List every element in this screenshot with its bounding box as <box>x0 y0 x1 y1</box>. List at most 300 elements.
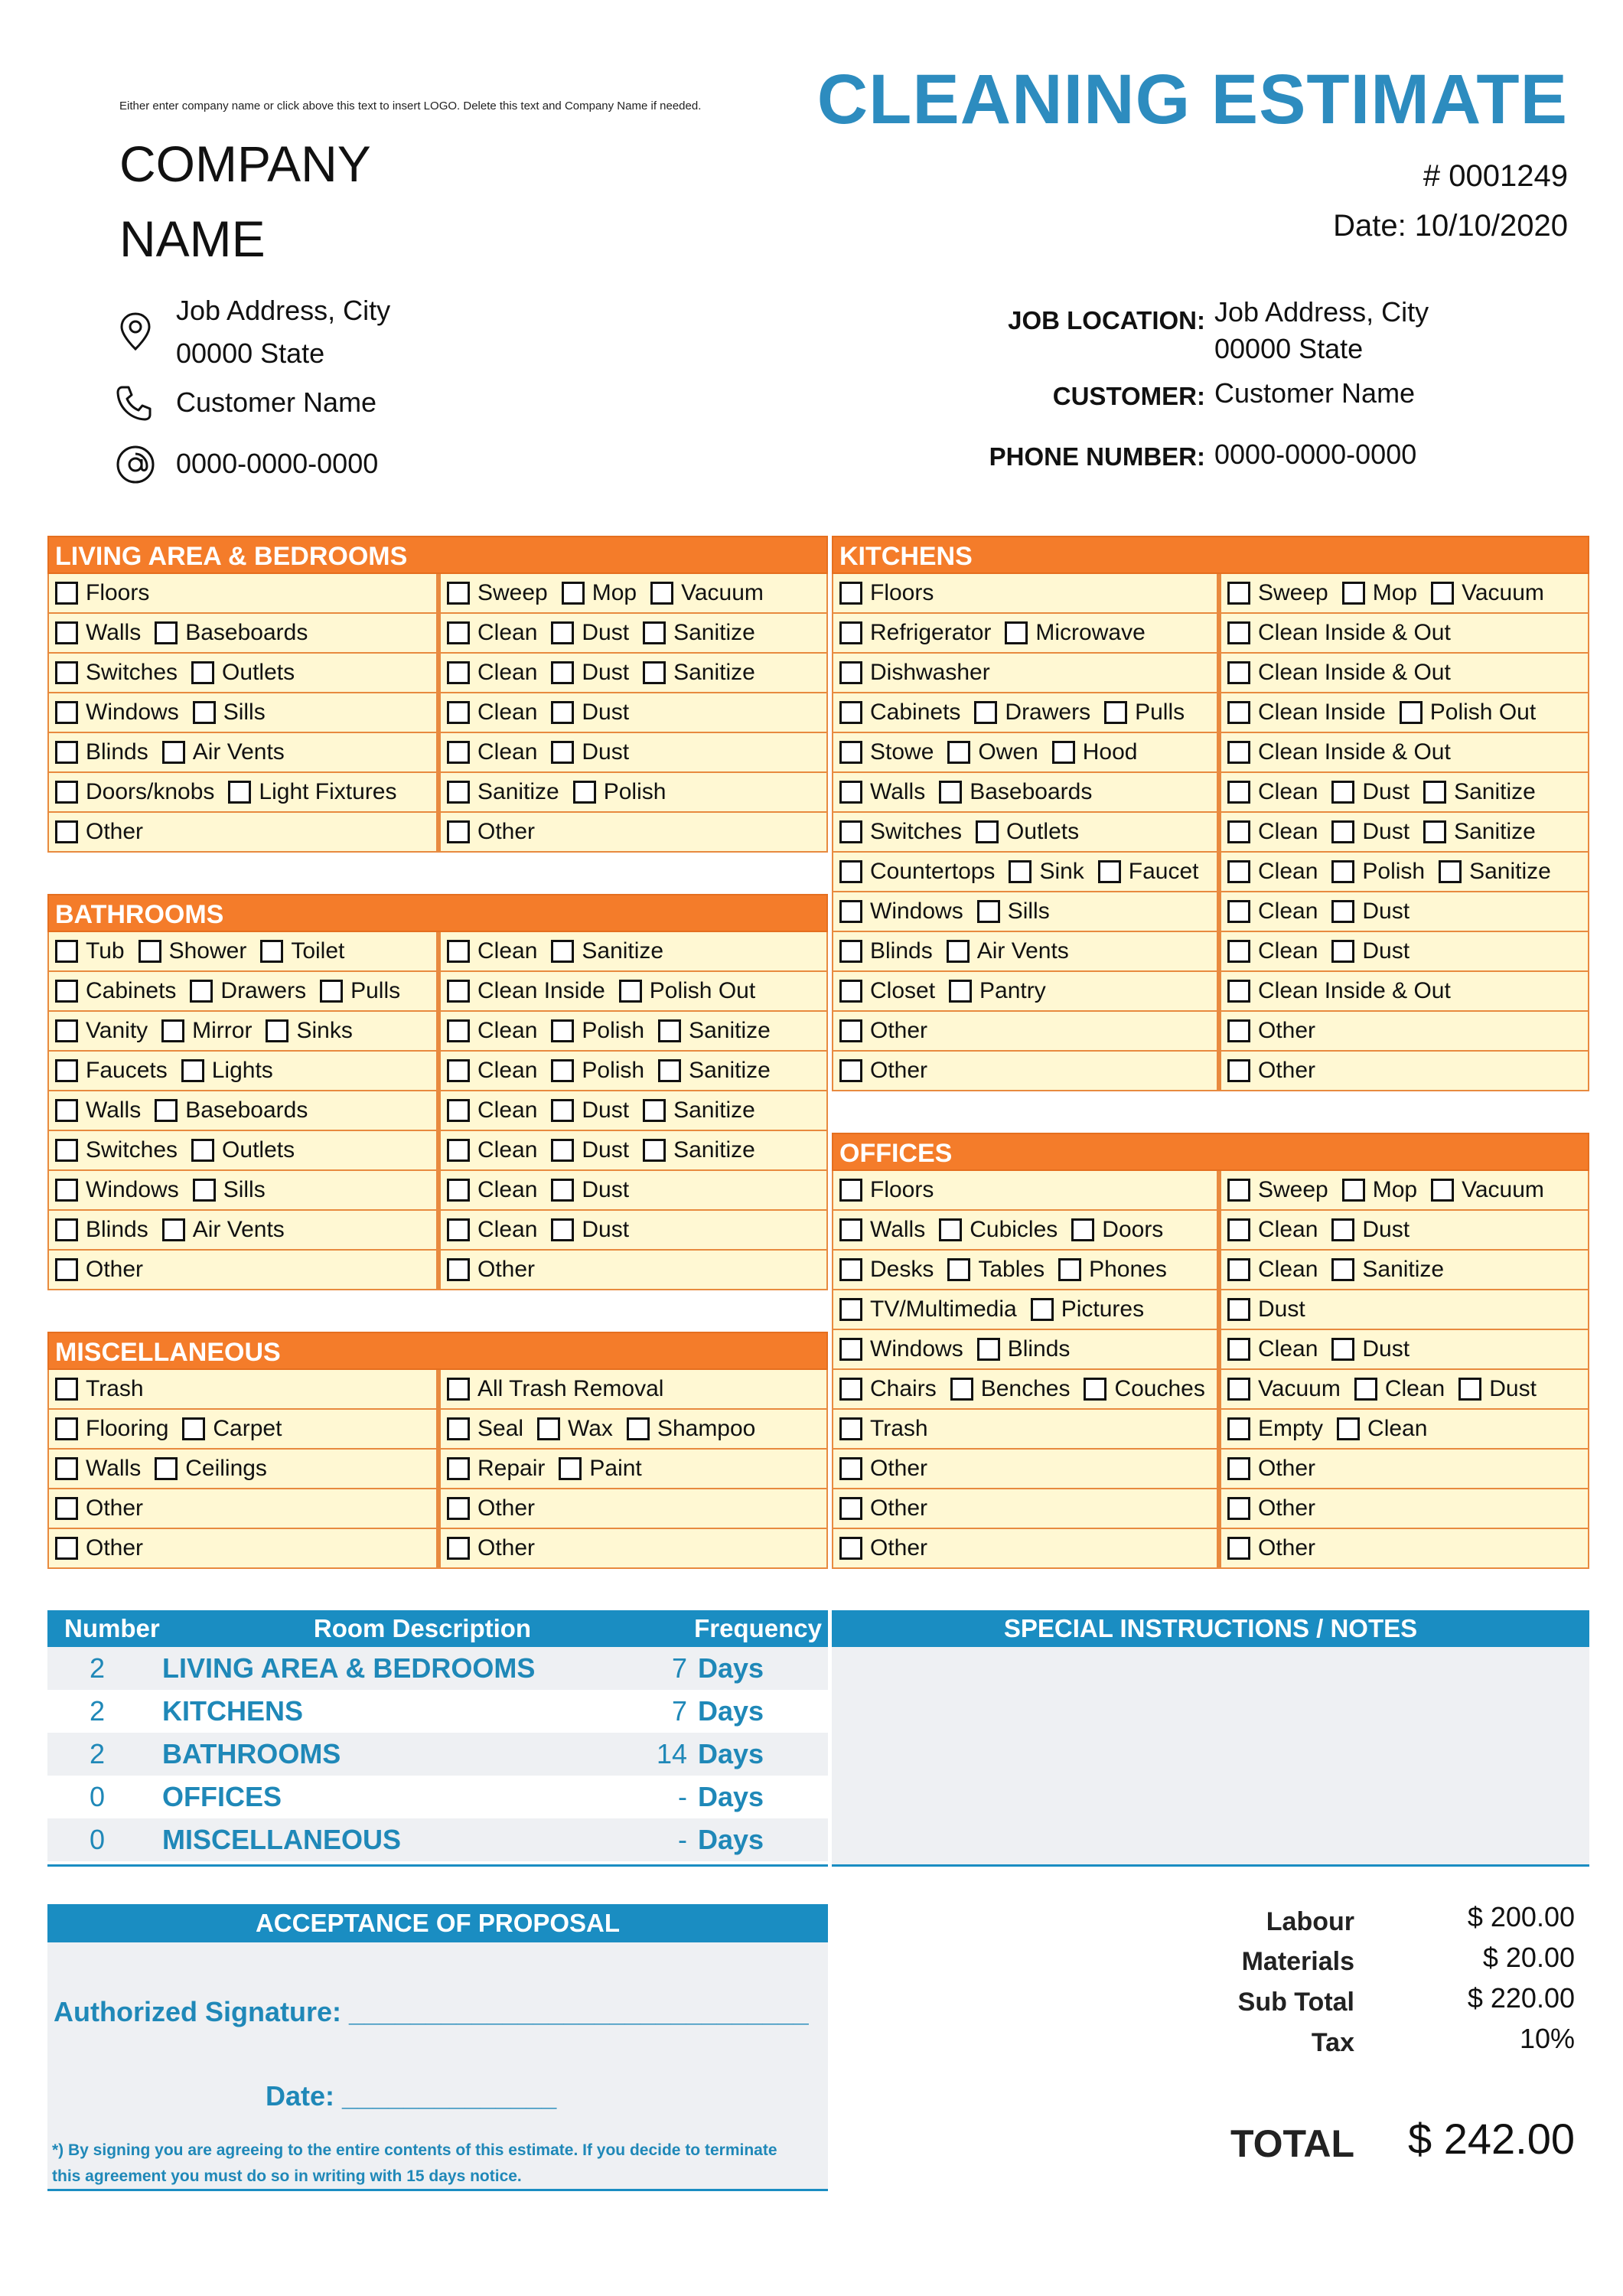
checklist-item[interactable] <box>1071 1217 1163 1243</box>
checkbox[interactable] <box>55 741 78 764</box>
checkbox[interactable] <box>55 621 78 644</box>
checklist-item[interactable] <box>55 1376 144 1402</box>
checklist-item[interactable] <box>447 1018 537 1044</box>
checklist-item[interactable] <box>191 1137 295 1163</box>
checkbox[interactable] <box>447 1139 470 1162</box>
checkbox[interactable] <box>139 940 161 963</box>
checklist-item[interactable] <box>839 859 995 885</box>
checklist-item[interactable] <box>1227 1376 1341 1402</box>
checklist-item[interactable] <box>1227 859 1318 885</box>
checklist-item[interactable] <box>55 1535 143 1561</box>
checkbox[interactable] <box>1331 900 1354 923</box>
checkbox[interactable] <box>551 701 574 724</box>
checkbox[interactable] <box>551 940 574 963</box>
checkbox[interactable] <box>1423 820 1446 843</box>
checklist-item[interactable] <box>559 1456 641 1482</box>
checkbox[interactable] <box>1331 1218 1354 1241</box>
checkbox[interactable] <box>193 701 216 724</box>
checkbox[interactable] <box>1098 860 1121 883</box>
checkbox[interactable] <box>1227 1537 1250 1560</box>
checkbox[interactable] <box>839 661 862 684</box>
checklist-item[interactable] <box>1354 1376 1445 1402</box>
checklist-item[interactable] <box>1227 1058 1315 1084</box>
checklist-item[interactable] <box>1227 1257 1318 1283</box>
checkbox[interactable] <box>839 701 862 724</box>
checklist-item[interactable] <box>1423 779 1536 805</box>
checklist-item[interactable] <box>1331 899 1410 925</box>
checkbox[interactable] <box>1331 940 1354 963</box>
checklist-item[interactable] <box>1005 620 1145 646</box>
checkbox[interactable] <box>55 1258 78 1281</box>
checklist-item[interactable] <box>55 819 143 845</box>
checklist-item[interactable] <box>1331 859 1425 885</box>
checklist-item[interactable] <box>447 1456 545 1482</box>
checkbox[interactable] <box>447 1417 470 1440</box>
checklist-item[interactable] <box>1227 938 1318 964</box>
checkbox[interactable] <box>447 1457 470 1480</box>
checkbox[interactable] <box>643 621 666 644</box>
checklist-item[interactable] <box>650 580 764 606</box>
date-field[interactable]: Date: ______________ <box>266 2080 557 2112</box>
checkbox[interactable] <box>619 980 642 1003</box>
checkbox[interactable] <box>55 781 78 804</box>
checklist-item[interactable] <box>839 938 933 964</box>
checklist-item[interactable] <box>839 779 925 805</box>
checklist-item[interactable] <box>947 1257 1045 1283</box>
checklist-item[interactable] <box>839 899 963 925</box>
checklist-item[interactable] <box>162 1217 285 1243</box>
checklist-item[interactable] <box>551 1018 644 1044</box>
checkbox[interactable] <box>839 1497 862 1520</box>
checkbox[interactable] <box>839 980 862 1003</box>
checklist-item[interactable] <box>839 1336 963 1362</box>
checkbox[interactable] <box>551 1059 574 1082</box>
checkbox[interactable] <box>1227 940 1250 963</box>
checklist-item[interactable] <box>447 580 548 606</box>
checkbox[interactable] <box>1227 1338 1250 1361</box>
checkbox[interactable] <box>1005 621 1028 644</box>
checkbox[interactable] <box>976 820 999 843</box>
checklist-item[interactable] <box>562 580 637 606</box>
checkbox[interactable] <box>839 621 862 644</box>
company-name[interactable] <box>119 126 502 276</box>
checkbox[interactable] <box>949 980 972 1003</box>
checkbox[interactable] <box>551 1139 574 1162</box>
checklist-item[interactable] <box>1331 1257 1444 1283</box>
checkbox[interactable] <box>947 741 970 764</box>
checklist-item[interactable] <box>839 580 934 606</box>
checkbox[interactable] <box>161 1019 184 1042</box>
checkbox[interactable] <box>839 1059 862 1082</box>
checkbox[interactable] <box>1423 781 1446 804</box>
checkbox[interactable] <box>447 940 470 963</box>
checkbox[interactable] <box>1227 980 1250 1003</box>
checkbox[interactable] <box>1227 1298 1250 1321</box>
checklist-item[interactable] <box>839 1177 934 1203</box>
checklist-item[interactable] <box>839 1535 927 1561</box>
checkbox[interactable] <box>977 1338 1000 1361</box>
checkbox[interactable] <box>55 980 78 1003</box>
checkbox[interactable] <box>1227 820 1250 843</box>
checklist-item[interactable] <box>1227 1296 1305 1322</box>
checklist-item[interactable] <box>193 700 266 726</box>
checklist-item[interactable] <box>1227 1217 1318 1243</box>
checklist-item[interactable] <box>260 938 344 964</box>
notes-input[interactable] <box>832 1647 1589 1864</box>
checklist-item[interactable] <box>1227 819 1318 845</box>
checkbox[interactable] <box>1009 860 1031 883</box>
checkbox[interactable] <box>1227 1378 1250 1401</box>
checklist-item[interactable] <box>658 1058 771 1084</box>
checklist-item[interactable] <box>839 660 990 686</box>
checkbox[interactable] <box>1071 1218 1094 1241</box>
checkbox[interactable] <box>1227 701 1250 724</box>
checkbox[interactable] <box>55 582 78 605</box>
checkbox[interactable] <box>1439 860 1462 883</box>
checklist-item[interactable] <box>949 978 1046 1004</box>
checklist-item[interactable] <box>839 1376 937 1402</box>
checkbox[interactable] <box>447 701 470 724</box>
checklist-item[interactable] <box>1458 1376 1537 1402</box>
checklist-item[interactable] <box>139 938 247 964</box>
checklist-item[interactable] <box>1227 1535 1315 1561</box>
checklist-item[interactable] <box>1098 859 1199 885</box>
checkbox[interactable] <box>55 1139 78 1162</box>
checklist-item[interactable] <box>551 1137 629 1163</box>
checkbox[interactable] <box>1342 1179 1365 1202</box>
checkbox[interactable] <box>839 1019 862 1042</box>
checklist-item[interactable] <box>155 1097 308 1124</box>
checkbox[interactable] <box>55 1457 78 1480</box>
checkbox[interactable] <box>447 1179 470 1202</box>
checkbox[interactable] <box>1227 781 1250 804</box>
checkbox[interactable] <box>228 781 251 804</box>
checkbox[interactable] <box>1331 1258 1354 1281</box>
checkbox[interactable] <box>1031 1298 1054 1321</box>
checklist-item[interactable] <box>839 1416 928 1442</box>
checkbox[interactable] <box>839 1537 862 1560</box>
checkbox[interactable] <box>1227 1059 1250 1082</box>
checklist-item[interactable] <box>839 1257 934 1283</box>
checklist-item[interactable] <box>55 739 148 765</box>
checkbox[interactable] <box>55 661 78 684</box>
checkbox[interactable] <box>947 940 970 963</box>
checkbox[interactable] <box>839 1298 862 1321</box>
checklist-item[interactable] <box>839 819 962 845</box>
checkbox[interactable] <box>839 1218 862 1241</box>
checkbox[interactable] <box>573 781 596 804</box>
checkbox[interactable] <box>55 820 78 843</box>
checklist-item[interactable] <box>551 1177 629 1203</box>
checkbox[interactable] <box>1227 1179 1250 1202</box>
checkbox[interactable] <box>839 1378 862 1401</box>
checkbox[interactable] <box>1227 1417 1250 1440</box>
checklist-item[interactable] <box>447 620 537 646</box>
checklist-item[interactable] <box>447 1137 537 1163</box>
checklist-item[interactable] <box>1227 1018 1315 1044</box>
checklist-item[interactable] <box>627 1416 755 1442</box>
checkbox[interactable] <box>650 582 673 605</box>
checklist-item[interactable] <box>55 978 176 1004</box>
checklist-item[interactable] <box>162 739 285 765</box>
checkbox[interactable] <box>1227 582 1250 605</box>
checkbox[interactable] <box>447 1537 470 1560</box>
checklist-item[interactable] <box>1031 1296 1144 1322</box>
checkbox[interactable] <box>191 661 214 684</box>
checklist-item[interactable] <box>1331 779 1410 805</box>
checkbox[interactable] <box>447 741 470 764</box>
checklist-item[interactable] <box>839 620 991 646</box>
checklist-item[interactable] <box>939 1217 1058 1243</box>
checkbox[interactable] <box>55 1179 78 1202</box>
checkbox[interactable] <box>939 1218 962 1241</box>
checkbox[interactable] <box>562 582 585 605</box>
checklist-item[interactable] <box>447 779 559 805</box>
checklist-item[interactable] <box>619 978 755 1004</box>
checklist-item[interactable] <box>939 779 1092 805</box>
checkbox[interactable] <box>55 940 78 963</box>
checklist-item[interactable] <box>551 660 629 686</box>
checkbox[interactable] <box>447 661 470 684</box>
checklist-item[interactable] <box>976 819 1079 845</box>
checklist-item[interactable] <box>839 978 935 1004</box>
checkbox[interactable] <box>839 860 862 883</box>
checklist-item[interactable] <box>1227 620 1451 646</box>
checkbox[interactable] <box>1227 900 1250 923</box>
checklist-item[interactable] <box>55 1018 148 1044</box>
checkbox[interactable] <box>977 900 1000 923</box>
checkbox[interactable] <box>1354 1378 1377 1401</box>
checkbox[interactable] <box>1104 701 1127 724</box>
checkbox[interactable] <box>447 1019 470 1042</box>
checkbox[interactable] <box>947 1258 970 1281</box>
checkbox[interactable] <box>1331 860 1354 883</box>
checklist-item[interactable] <box>447 1416 523 1442</box>
checkbox[interactable] <box>551 661 574 684</box>
checklist-item[interactable] <box>974 700 1090 726</box>
checkbox[interactable] <box>974 701 997 724</box>
checkbox[interactable] <box>155 1099 178 1122</box>
checklist-item[interactable] <box>55 1217 148 1243</box>
checkbox[interactable] <box>1084 1378 1106 1401</box>
checklist-item[interactable] <box>55 1456 141 1482</box>
checkbox[interactable] <box>1400 701 1423 724</box>
checklist-item[interactable] <box>1104 700 1185 726</box>
checkbox[interactable] <box>55 1497 78 1520</box>
checkbox[interactable] <box>551 1099 574 1122</box>
checkbox[interactable] <box>55 1099 78 1122</box>
checkbox[interactable] <box>447 621 470 644</box>
checklist-item[interactable] <box>447 700 537 726</box>
checklist-item[interactable] <box>55 779 214 805</box>
checklist-item[interactable] <box>1227 660 1451 686</box>
checklist-item[interactable] <box>1227 739 1451 765</box>
checkbox[interactable] <box>643 1099 666 1122</box>
checklist-item[interactable] <box>1052 739 1138 765</box>
checklist-item[interactable] <box>1227 1177 1328 1203</box>
checklist-item[interactable] <box>447 1058 537 1084</box>
checklist-item[interactable] <box>1227 580 1328 606</box>
checkbox[interactable] <box>643 661 666 684</box>
checkbox[interactable] <box>950 1378 973 1401</box>
checkbox[interactable] <box>1227 621 1250 644</box>
checkbox[interactable] <box>839 1417 862 1440</box>
checkbox[interactable] <box>447 1099 470 1122</box>
checklist-item[interactable] <box>1431 1177 1544 1203</box>
checklist-item[interactable] <box>658 1018 771 1044</box>
checklist-item[interactable] <box>643 660 755 686</box>
checklist-item[interactable] <box>839 1217 925 1243</box>
checklist-item[interactable] <box>447 1217 537 1243</box>
checklist-item[interactable] <box>191 660 295 686</box>
checklist-item[interactable] <box>55 620 141 646</box>
checkbox[interactable] <box>447 1218 470 1241</box>
checklist-item[interactable] <box>1342 1177 1417 1203</box>
checklist-item[interactable] <box>190 978 306 1004</box>
signature-field[interactable]: Authorized Signature: ______________________________ <box>54 1996 809 2027</box>
checkbox[interactable] <box>1458 1378 1481 1401</box>
checkbox[interactable] <box>190 980 213 1003</box>
checkbox[interactable] <box>551 741 574 764</box>
checklist-item[interactable] <box>551 1217 629 1243</box>
checklist-item[interactable] <box>55 1097 141 1124</box>
checkbox[interactable] <box>55 1537 78 1560</box>
checklist-item[interactable] <box>447 1535 535 1561</box>
checkbox[interactable] <box>162 1218 185 1241</box>
checklist-item[interactable] <box>55 938 125 964</box>
checkbox[interactable] <box>182 1417 205 1440</box>
checklist-item[interactable] <box>643 1097 755 1124</box>
checkbox[interactable] <box>1431 1179 1454 1202</box>
checkbox[interactable] <box>839 741 862 764</box>
checklist-item[interactable] <box>181 1058 273 1084</box>
checklist-item[interactable] <box>839 700 960 726</box>
checklist-item[interactable] <box>551 739 629 765</box>
checklist-item[interactable] <box>573 779 666 805</box>
checkbox[interactable] <box>551 1218 574 1241</box>
checkbox[interactable] <box>1227 860 1250 883</box>
checkbox[interactable] <box>55 1019 78 1042</box>
checkbox[interactable] <box>1331 1338 1354 1361</box>
checklist-item[interactable] <box>447 739 537 765</box>
checkbox[interactable] <box>839 820 862 843</box>
checklist-item[interactable] <box>1342 580 1417 606</box>
checklist-item[interactable] <box>643 620 755 646</box>
checklist-item[interactable] <box>55 700 179 726</box>
checkbox[interactable] <box>839 1179 862 1202</box>
checklist-item[interactable] <box>1227 1456 1315 1482</box>
checkbox[interactable] <box>1227 1497 1250 1520</box>
checklist-item[interactable] <box>447 1257 535 1283</box>
checkbox[interactable] <box>658 1059 681 1082</box>
checkbox[interactable] <box>551 1019 574 1042</box>
checklist-item[interactable] <box>1439 859 1551 885</box>
checklist-item[interactable] <box>839 1296 1017 1322</box>
checkbox[interactable] <box>1331 820 1354 843</box>
checkbox[interactable] <box>839 781 862 804</box>
checklist-item[interactable] <box>447 1097 537 1124</box>
checklist-item[interactable] <box>1331 1217 1410 1243</box>
checkbox[interactable] <box>551 1179 574 1202</box>
checkbox[interactable] <box>1342 582 1365 605</box>
checkbox[interactable] <box>55 1417 78 1440</box>
checkbox[interactable] <box>1337 1417 1360 1440</box>
checkbox[interactable] <box>537 1417 560 1440</box>
checkbox[interactable] <box>55 701 78 724</box>
checklist-item[interactable] <box>1227 700 1386 726</box>
checklist-item[interactable] <box>977 1336 1071 1362</box>
checklist-item[interactable] <box>551 938 663 964</box>
checkbox[interactable] <box>1331 781 1354 804</box>
checkbox[interactable] <box>155 621 178 644</box>
checklist-item[interactable] <box>447 819 535 845</box>
checklist-item[interactable] <box>447 1177 537 1203</box>
checkbox[interactable] <box>193 1179 216 1202</box>
checklist-item[interactable] <box>447 1495 535 1521</box>
checkbox[interactable] <box>55 1059 78 1082</box>
checkbox[interactable] <box>1227 661 1250 684</box>
checklist-item[interactable] <box>950 1376 1071 1402</box>
checkbox[interactable] <box>1227 1019 1250 1042</box>
checklist-item[interactable] <box>447 938 537 964</box>
checkbox[interactable] <box>839 1258 862 1281</box>
checklist-item[interactable] <box>551 700 629 726</box>
checkbox[interactable] <box>1227 1258 1250 1281</box>
checkbox[interactable] <box>55 1218 78 1241</box>
checklist-item[interactable] <box>1337 1416 1427 1442</box>
checklist-item[interactable] <box>55 1058 168 1084</box>
checkbox[interactable] <box>447 980 470 1003</box>
checklist-item[interactable] <box>947 938 1069 964</box>
checkbox[interactable] <box>627 1417 650 1440</box>
checklist-item[interactable] <box>1227 978 1451 1004</box>
checkbox[interactable] <box>1227 1218 1250 1241</box>
checklist-item[interactable] <box>1227 1416 1323 1442</box>
checklist-item[interactable] <box>1227 779 1318 805</box>
checkbox[interactable] <box>839 940 862 963</box>
checkbox[interactable] <box>181 1059 204 1082</box>
checklist-item[interactable] <box>55 1257 143 1283</box>
checkbox[interactable] <box>447 1258 470 1281</box>
checkbox[interactable] <box>447 1059 470 1082</box>
checklist-item[interactable] <box>447 1376 663 1402</box>
checkbox[interactable] <box>447 1497 470 1520</box>
checklist-item[interactable] <box>1431 580 1544 606</box>
checklist-item[interactable] <box>55 1177 179 1203</box>
checkbox[interactable] <box>839 582 862 605</box>
checkbox[interactable] <box>559 1457 582 1480</box>
checklist-item[interactable] <box>1331 1336 1410 1362</box>
checklist-item[interactable] <box>947 739 1038 765</box>
checklist-item[interactable] <box>1227 899 1318 925</box>
checklist-item[interactable] <box>839 1495 927 1521</box>
checkbox[interactable] <box>447 582 470 605</box>
checklist-item[interactable] <box>155 620 308 646</box>
checkbox[interactable] <box>658 1019 681 1042</box>
checklist-item[interactable] <box>1331 938 1410 964</box>
checkbox[interactable] <box>839 1457 862 1480</box>
checklist-item[interactable] <box>643 1137 755 1163</box>
checkbox[interactable] <box>1052 741 1075 764</box>
checkbox[interactable] <box>447 1378 470 1401</box>
checklist-item[interactable] <box>1058 1257 1167 1283</box>
checklist-item[interactable] <box>193 1177 266 1203</box>
checklist-item[interactable] <box>55 1495 143 1521</box>
checkbox[interactable] <box>447 781 470 804</box>
checklist-item[interactable] <box>1227 1495 1315 1521</box>
checklist-item[interactable] <box>55 580 149 606</box>
checkbox[interactable] <box>1227 741 1250 764</box>
